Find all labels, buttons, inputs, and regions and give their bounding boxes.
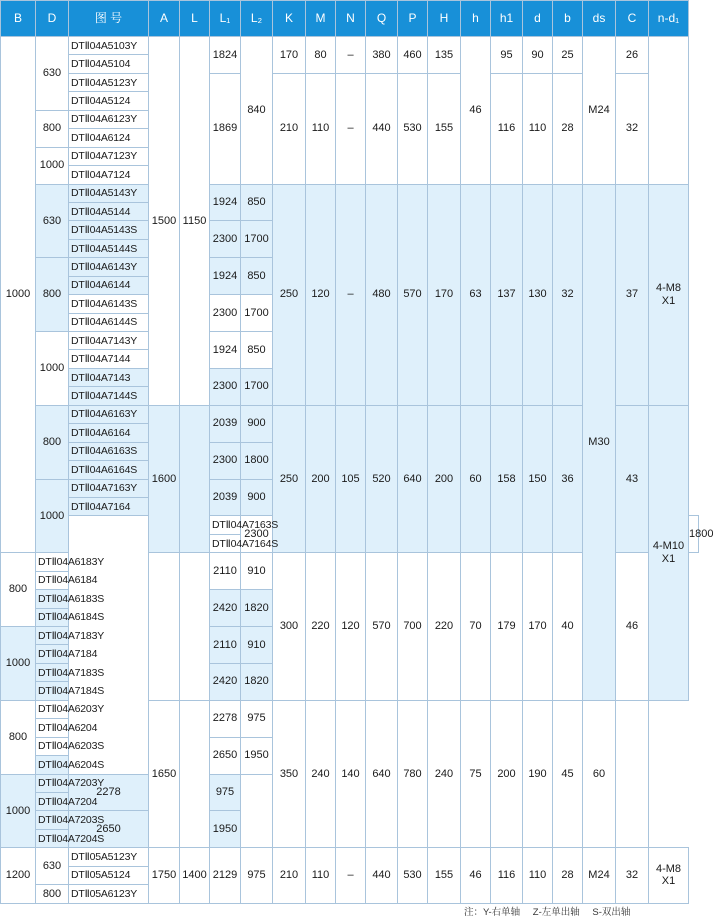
cell-a: 1750 xyxy=(149,848,180,903)
cell-l2: 1800 xyxy=(241,442,273,479)
cell-h1: 137 xyxy=(491,184,523,405)
cell-h: 70 xyxy=(461,553,491,701)
header-cell: 图 号 xyxy=(69,1,149,37)
cell-drawing-no: DTⅡ04A5143S xyxy=(69,221,149,239)
cell-l1: 2039 xyxy=(210,405,241,442)
cell-d: 1000 xyxy=(36,332,69,406)
cell-drawing-no: DTⅡ04A6163S xyxy=(69,442,149,460)
cell-drawing-no: DTⅡ04A5144S xyxy=(69,239,149,257)
cell-b: 1200 xyxy=(1,848,36,903)
cell-a xyxy=(149,553,180,701)
cell-d-small: 110 xyxy=(523,848,553,903)
cell-l1: 2110 xyxy=(210,553,241,590)
cell-n: – xyxy=(336,184,366,405)
cell-m: 110 xyxy=(306,73,336,184)
cell-drawing-no: DTⅡ04A7163S xyxy=(210,516,241,534)
note-item: Z-左单出轴 xyxy=(532,907,580,918)
cell-n: – xyxy=(336,37,366,74)
cell-d: 800 xyxy=(1,553,36,627)
nd-line: X1 xyxy=(661,875,676,888)
cell-l2: 1700 xyxy=(241,368,273,405)
cell-hh: 220 xyxy=(428,553,461,701)
cell-h1: 158 xyxy=(491,405,523,553)
cell-hh: 135 xyxy=(428,37,461,74)
cell-a: 1650 xyxy=(149,700,180,848)
cell-c: 37 xyxy=(616,184,649,405)
cell-q: 480 xyxy=(366,184,398,405)
header-row xyxy=(1,1,699,37)
cell-drawing-no: DTⅡ04A6124 xyxy=(69,129,149,147)
header-cell: d xyxy=(523,1,553,37)
cell-h1: 200 xyxy=(491,700,523,848)
cell-d: 800 xyxy=(36,405,69,479)
cell-drawing-no: DTⅡ04A5123Y xyxy=(69,73,149,91)
cell-b-small: 36 xyxy=(553,405,583,553)
cell-b-small: 25 xyxy=(553,37,583,74)
cell-h: 46 xyxy=(461,37,491,185)
cell-l xyxy=(180,553,210,701)
cell-p: 530 xyxy=(398,848,428,903)
cell-drawing-no: DTⅡ05A6123Y xyxy=(69,885,149,903)
header-cell: M xyxy=(306,1,336,37)
cell-b: 1000 xyxy=(1,37,36,553)
cell-l2: 1700 xyxy=(241,221,273,258)
cell-drawing-no: DTⅡ05A5124 xyxy=(69,866,149,884)
nd-line: X1 xyxy=(661,552,676,565)
cell-drawing-no: DTⅡ04A6143Y xyxy=(69,258,149,276)
cell-l2: 1950 xyxy=(241,737,273,774)
header-cell: N xyxy=(336,1,366,37)
cell-l2: 1820 xyxy=(241,590,273,627)
cell-l2: 900 xyxy=(241,405,273,442)
cell-drawing-no: DTⅡ04A7203Y xyxy=(36,774,69,792)
cell-p: 570 xyxy=(398,184,428,405)
cell-hh: 155 xyxy=(428,73,461,184)
cell-k: 210 xyxy=(273,73,306,184)
cell-m: 120 xyxy=(306,184,336,405)
cell-l2: 1700 xyxy=(241,295,273,332)
cell-h: 63 xyxy=(461,184,491,405)
cell-n: 120 xyxy=(336,553,366,701)
header-cell: h xyxy=(461,1,491,37)
cell-drawing-no: DTⅡ04A7123Y xyxy=(69,147,149,165)
cell-c: 60 xyxy=(583,700,616,848)
cell-drawing-no: DTⅡ04A7143Y xyxy=(69,332,149,350)
cell-l1: 1924 xyxy=(210,184,241,221)
cell-d: 800 xyxy=(1,700,36,774)
cell-m: 80 xyxy=(306,37,336,74)
nd-line: 4-M10 xyxy=(652,540,685,553)
cell-l xyxy=(180,700,210,848)
cell-d: 800 xyxy=(36,110,69,147)
cell-m: 200 xyxy=(306,405,336,553)
cell-drawing-no: DTⅡ04A6164S xyxy=(69,461,149,479)
cell-n: 105 xyxy=(336,405,366,553)
table-row xyxy=(1,184,699,202)
cell-c: 26 xyxy=(616,37,649,74)
cell-l2: 840 xyxy=(241,37,273,185)
cell-l1: 2039 xyxy=(210,479,241,516)
cell-drawing-no: DTⅡ04A6204S xyxy=(36,756,69,774)
cell-l1: 2300 xyxy=(210,368,241,405)
cell-l1: 2420 xyxy=(210,663,241,700)
cell-drawing-no: DTⅡ04A7143 xyxy=(69,368,149,386)
cell-ds: M24 xyxy=(583,37,616,185)
cell-l1: 2129 xyxy=(210,848,241,903)
cell-h1: 116 xyxy=(491,848,523,903)
cell-l1: 2650 xyxy=(210,737,241,774)
cell-l2: 850 xyxy=(241,184,273,221)
cell-c: 46 xyxy=(616,553,649,701)
cell-drawing-no: DTⅡ04A7204 xyxy=(36,792,69,810)
cell-drawing-no: DTⅡ04A6204 xyxy=(36,719,69,737)
cell-ds: M24 xyxy=(583,848,616,903)
cell-d: 1000 xyxy=(36,479,69,553)
cell-k: 250 xyxy=(273,405,306,553)
nd-line: X1 xyxy=(661,294,676,307)
cell-n: – xyxy=(336,848,366,903)
cell-c: 32 xyxy=(616,73,649,184)
header-cell: P xyxy=(398,1,428,37)
header-cell: L xyxy=(180,1,210,37)
cell-l1: 2110 xyxy=(210,627,241,664)
cell-b-small: 28 xyxy=(553,848,583,903)
cell-l1: 2300 xyxy=(210,295,241,332)
cell-drawing-no: DTⅡ04A7164S xyxy=(210,534,241,552)
cell-m: 240 xyxy=(306,700,336,848)
cell-m: 110 xyxy=(306,848,336,903)
cell-l2: 975 xyxy=(241,848,273,903)
cell-l2: 975 xyxy=(210,774,241,811)
header-cell: n-d₁ xyxy=(649,1,689,37)
cell-drawing-no: DTⅡ04A6123Y xyxy=(69,110,149,128)
cell-drawing-no: DTⅡ04A6163Y xyxy=(69,405,149,423)
cell-d: 630 xyxy=(36,184,69,258)
cell-nd xyxy=(616,700,649,848)
cell-nd xyxy=(649,405,689,700)
header-cell: C xyxy=(616,1,649,37)
cell-d-small: 170 xyxy=(523,553,553,701)
cell-d-small: 110 xyxy=(523,73,553,184)
cell-d: 1000 xyxy=(1,774,36,848)
cell-drawing-no: DTⅡ04A7184 xyxy=(36,645,69,663)
footnote xyxy=(464,904,630,918)
cell-l1: 2300 xyxy=(241,516,273,553)
cell-drawing-no: DTⅡ04A5143Y xyxy=(69,184,149,202)
cell-drawing-no: DTⅡ04A6143S xyxy=(69,295,149,313)
cell-drawing-no: DTⅡ04A7183Y xyxy=(36,627,69,645)
cell-k: 350 xyxy=(273,700,306,848)
cell-b-small: 28 xyxy=(553,73,583,184)
cell-p: 780 xyxy=(398,700,428,848)
cell-drawing-no: DTⅡ04A5103Y xyxy=(69,37,149,55)
cell-nd xyxy=(649,184,689,405)
cell-l1: 1824 xyxy=(210,37,241,74)
cell-q: 440 xyxy=(366,73,398,184)
cell-d: 800 xyxy=(36,885,69,903)
cell-d: 1000 xyxy=(1,627,36,701)
cell-l2: 850 xyxy=(241,258,273,295)
cell-d: 630 xyxy=(36,37,69,111)
cell-drawing-no: DTⅡ04A7144S xyxy=(69,387,149,405)
header-cell: L₁ xyxy=(210,1,241,37)
cell-h: 60 xyxy=(461,405,491,553)
cell-p: 530 xyxy=(398,73,428,184)
cell-l2: 910 xyxy=(241,627,273,664)
cell-drawing-no: DTⅡ04A7144 xyxy=(69,350,149,368)
cell-drawing-no: DTⅡ04A7184S xyxy=(36,682,69,700)
cell-l2: 1950 xyxy=(210,811,241,848)
cell-l2: 975 xyxy=(241,700,273,737)
cell-drawing-no: DTⅡ04A7203S xyxy=(36,811,69,829)
cell-c: 32 xyxy=(616,848,649,903)
cell-l1: 1924 xyxy=(210,332,241,369)
cell-drawing-no: DTⅡ05A5123Y xyxy=(69,848,149,866)
cell-q: 640 xyxy=(366,700,398,848)
cell-n: 140 xyxy=(336,700,366,848)
cell-drawing-no: DTⅡ04A5144 xyxy=(69,202,149,220)
cell-b-small: 32 xyxy=(553,184,583,405)
cell-d-small: 150 xyxy=(523,405,553,553)
cell-k: 210 xyxy=(273,848,306,903)
cell-b-small: 45 xyxy=(553,700,583,848)
header-cell: H xyxy=(428,1,461,37)
header-cell: ds xyxy=(583,1,616,37)
cell-l: 1400 xyxy=(180,848,210,903)
note-item: 注：Y-右单轴 xyxy=(464,907,521,918)
cell-nd xyxy=(649,37,689,185)
cell-b-small: 40 xyxy=(553,553,583,701)
cell-q: 520 xyxy=(366,405,398,553)
cell-hh: 200 xyxy=(428,405,461,553)
cell-h1: 116 xyxy=(491,73,523,184)
cell-d-small: 190 xyxy=(523,700,553,848)
header-cell: h1 xyxy=(491,1,523,37)
cell-l xyxy=(180,405,210,553)
table-row xyxy=(1,37,699,55)
table-row xyxy=(1,848,699,866)
cell-l1: 1869 xyxy=(210,73,241,184)
cell-drawing-no: DTⅡ04A6183S xyxy=(36,590,69,608)
cell-d: 630 xyxy=(36,848,69,885)
header-cell: A xyxy=(149,1,180,37)
cell-l1: 2300 xyxy=(210,221,241,258)
cell-drawing-no: DTⅡ04A5104 xyxy=(69,55,149,73)
cell-l1: 2278 xyxy=(69,774,149,811)
cell-k: 170 xyxy=(273,37,306,74)
cell-c: 43 xyxy=(616,405,649,553)
cell-drawing-no: DTⅡ04A7164 xyxy=(69,497,149,515)
cell-b xyxy=(69,516,149,774)
cell-hh: 170 xyxy=(428,184,461,405)
cell-drawing-no: DTⅡ04A7124 xyxy=(69,166,149,184)
cell-drawing-no: DTⅡ04A6203S xyxy=(36,737,69,755)
cell-nd xyxy=(649,848,689,903)
cell-q: 440 xyxy=(366,848,398,903)
header-cell: Q xyxy=(366,1,398,37)
cell-l1: 2420 xyxy=(210,590,241,627)
cell-d: 1000 xyxy=(36,147,69,184)
cell-hh: 240 xyxy=(428,700,461,848)
note-item: S-双出轴 xyxy=(592,907,631,918)
cell-q: 380 xyxy=(366,37,398,74)
nd-line: 4-M8 xyxy=(655,281,682,294)
header-cell: L₂ xyxy=(241,1,273,37)
cell-drawing-no: DTⅡ04A7163Y xyxy=(69,479,149,497)
cell-l2: 900 xyxy=(241,479,273,516)
cell-m: 220 xyxy=(306,553,336,701)
cell-l2: 1820 xyxy=(241,663,273,700)
cell-drawing-no: DTⅡ04A5124 xyxy=(69,92,149,110)
cell-d-small: 90 xyxy=(523,37,553,74)
cell-drawing-no: DTⅡ04A6203Y xyxy=(36,700,69,718)
header-cell: B xyxy=(1,1,36,37)
cell-l1: 1924 xyxy=(210,258,241,295)
cell-l1: 2650 xyxy=(69,811,149,848)
cell-p: 640 xyxy=(398,405,428,553)
cell-hh: 155 xyxy=(428,848,461,903)
cell-drawing-no: DTⅡ04A6164 xyxy=(69,424,149,442)
cell-d-small: 130 xyxy=(523,184,553,405)
cell-l2: 1800 xyxy=(689,516,699,553)
cell-q: 570 xyxy=(366,553,398,701)
cell-h1: 179 xyxy=(491,553,523,701)
header-cell: K xyxy=(273,1,306,37)
cell-h1: 95 xyxy=(491,37,523,74)
cell-drawing-no: DTⅡ04A6144S xyxy=(69,313,149,331)
cell-n: – xyxy=(336,73,366,184)
cell-p: 460 xyxy=(398,37,428,74)
cell-drawing-no: DTⅡ04A6184 xyxy=(36,571,69,589)
cell-drawing-no: DTⅡ04A7204S xyxy=(36,829,69,847)
cell-drawing-no: DTⅡ04A6183Y xyxy=(36,553,69,571)
cell-k: 300 xyxy=(273,553,306,701)
nd-line: 4-M8 xyxy=(655,862,682,875)
header-cell: D xyxy=(36,1,69,37)
cell-l1: 2300 xyxy=(210,442,241,479)
cell-k: 250 xyxy=(273,184,306,405)
cell-l1: 2278 xyxy=(210,700,241,737)
cell-drawing-no: DTⅡ04A6184S xyxy=(36,608,69,626)
cell-a: 1500 xyxy=(149,37,180,406)
cell-drawing-no: DTⅡ04A6144 xyxy=(69,276,149,294)
cell-drawing-no: DTⅡ04A7183S xyxy=(36,663,69,681)
cell-ds: M30 xyxy=(583,184,616,700)
cell-p: 700 xyxy=(398,553,428,701)
cell-d: 800 xyxy=(36,258,69,332)
cell-l2: 850 xyxy=(241,332,273,369)
cell-l: 1150 xyxy=(180,37,210,406)
cell-a: 1600 xyxy=(149,405,180,553)
header-cell: b xyxy=(553,1,583,37)
cell-l2: 910 xyxy=(241,553,273,590)
cell-h: 46 xyxy=(461,848,491,903)
cell-h: 75 xyxy=(461,700,491,848)
